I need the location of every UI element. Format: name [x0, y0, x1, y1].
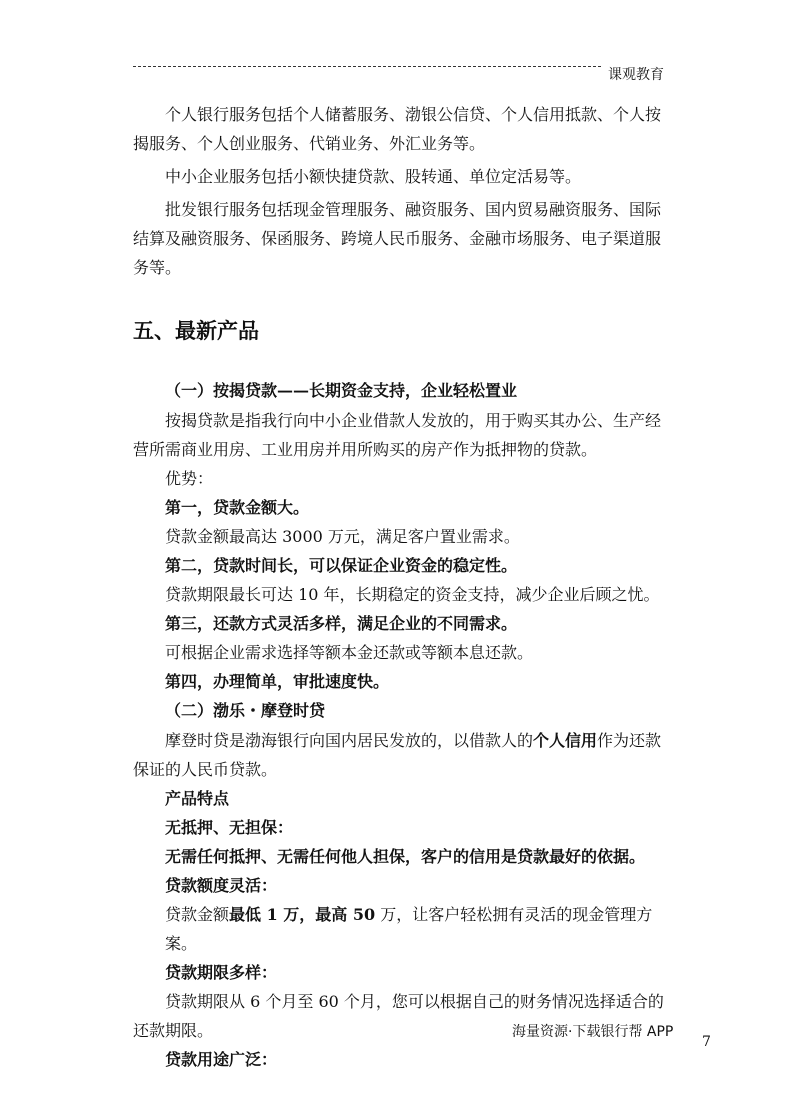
section-title: 五、最新产品 — [133, 319, 259, 343]
services-sme: 中小企业服务包括小额快捷贷款、股转通、单位定活易等。 — [165, 167, 582, 186]
feature-3-title: 贷款期限多样： — [165, 963, 278, 982]
product2-desc-bold: 个人信用 — [533, 731, 598, 750]
footer-promo: 海量资源·下载银行帮 APP — [512, 1024, 674, 1040]
advantage-2-title: 第二，贷款时间长，可以保证企业资金的稳定性。 — [165, 556, 518, 575]
page-number: 7 — [702, 1034, 711, 1050]
product2-desc-part1: 摩登时贷是渤海银行向国内居民发放的，以借款人的 — [165, 731, 534, 750]
product2-description — [133, 726, 673, 784]
product1-description: 按揭贷款是指我行向中小企业借款人发放的，用于购买其办公、生产经营所需商业用房、工业用房并用所购买的房产作为抵押物的贷款。 — [133, 411, 662, 459]
document-body — [133, 100, 673, 1074]
advantage-3-title: 第三，还款方式灵活多样，满足企业的不同需求。 — [165, 614, 518, 633]
product1-heading: （一）按揭贷款——长期资金支持，企业轻松置业 — [165, 381, 518, 400]
advantage-1-detail: 贷款金额最高达 3000 万元，满足客户置业需求。 — [165, 527, 520, 546]
feature-2-title: 贷款额度灵活： — [165, 876, 278, 895]
advantage-3-detail: 可根据企业需求选择等额本金还款或等额本息还款。 — [165, 643, 534, 662]
feature-1-detail: 无需任何抵押、无需任何他人担保，客户的信用是贷款最好的依据。 — [165, 847, 646, 866]
features-label: 产品特点 — [165, 789, 230, 808]
advantage-2-detail: 贷款期限最长可达 10 年，长期稳定的资金支持，减少企业后顾之忧。 — [165, 585, 660, 604]
feature-2-part1: 贷款金额 — [165, 905, 230, 924]
services-wholesale: 批发银行服务包括现金管理服务、融资服务、国内贸易融资服务、国际结算及融资服务、保函服务、跨境人民币服务、金融市场服务、电子渠道服务等。 — [133, 200, 662, 277]
feature-2-part2: 万，让客户轻松拥有灵活的现金管理方案。 — [165, 905, 653, 953]
feature-2-detail — [133, 900, 673, 958]
feature-4-title: 贷款用途广泛： — [165, 1050, 278, 1069]
header-brand: 课观教育 — [608, 67, 664, 83]
product2-heading: （二）渤乐・摩登时贷 — [165, 701, 326, 720]
header-divider — [133, 66, 601, 67]
advantage-4-title: 第四，办理简单，审批速度快。 — [165, 672, 390, 691]
advantage-1-title: 第一，贷款金额大。 — [165, 498, 310, 517]
feature-1-title: 无抵押、无担保： — [165, 818, 294, 837]
product2-desc-part2: 作为还款保证的人民币贷款。 — [133, 731, 662, 779]
feature-3-detail: 贷款期限从 6 个月至 60 个月，您可以根据自己的财务情况选择适合的还款期限。 — [133, 992, 664, 1040]
advantages-label: 优势： — [165, 469, 214, 488]
services-personal: 个人银行服务包括个人储蓄服务、渤银公信贷、个人信用抵款、个人按揭服务、个人创业服务、代销业务、外汇业务等。 — [133, 105, 662, 153]
feature-2-bold: 最低 1 万，最高 50 — [229, 905, 376, 924]
